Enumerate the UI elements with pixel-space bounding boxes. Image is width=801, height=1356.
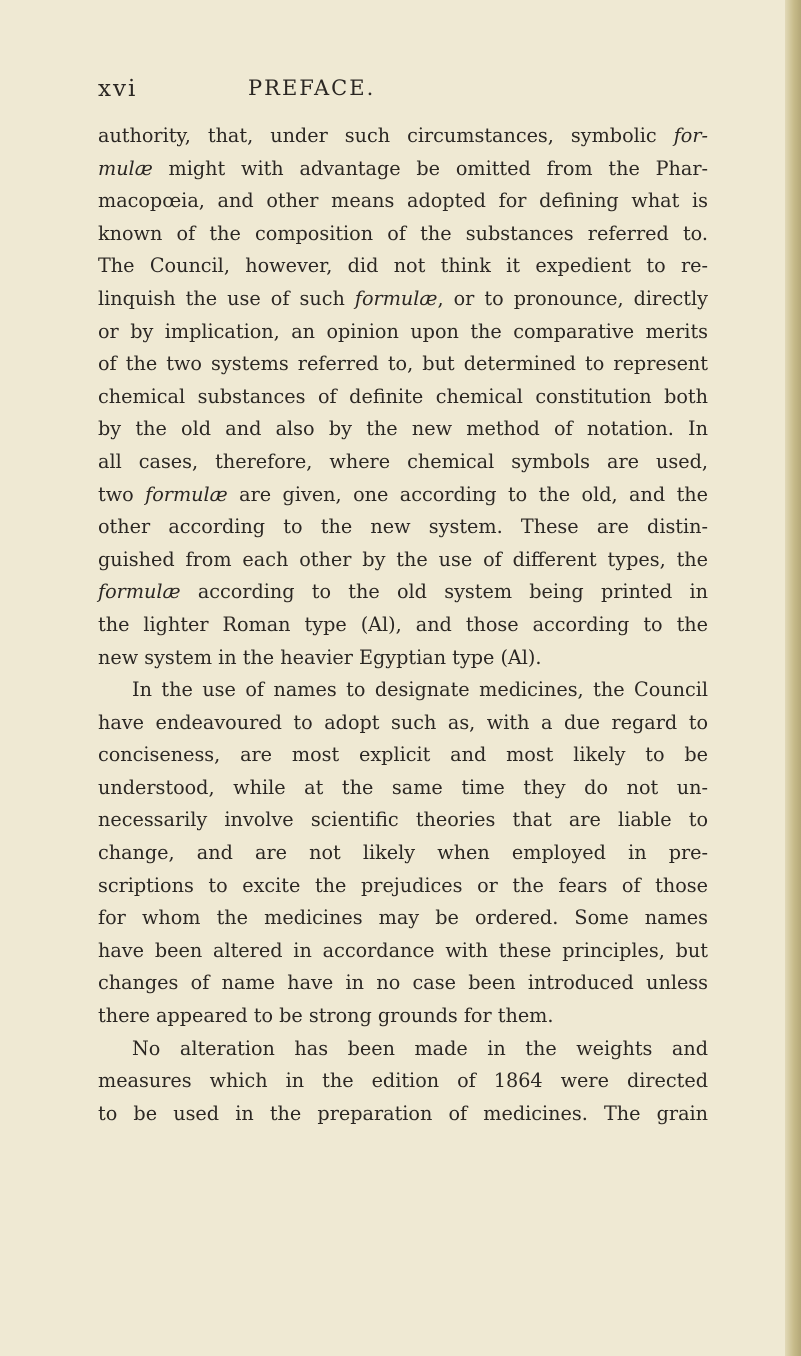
text-segment: all cases, therefore, where chemical symbols are used, [98,449,708,473]
text-line [98,967,708,1000]
text-line [98,772,708,805]
text-segment: authority, that, under such circumstances, symbolic [98,124,674,147]
text-segment: change, and are not likely when employed in pre- [98,841,708,865]
text-line [98,153,708,186]
text-line [98,642,708,675]
text-line [98,446,708,479]
text-line [98,316,708,349]
text-line [98,413,708,446]
text-segment: of the two systems referred to, but determined to represent [98,352,708,376]
page-header [98,76,718,106]
text-segment: known of the composition of the substances referred to. [98,221,708,245]
text-line [98,870,708,903]
text-segment: The Council, however, did not think it expedient to re- [98,254,708,278]
text-segment: might with advantage be omitted from the Phar- [152,156,708,180]
text-segment: other according to the new system. These are distin- [98,515,708,539]
text-line [98,120,708,153]
text-line [98,804,708,837]
text-segment: , or to pronounce, directly [437,286,708,310]
text-segment: to be used in the preparation of medicines. The grain [98,1101,708,1125]
text-segment: two [98,482,146,506]
text-line [98,935,708,968]
text-line [98,544,708,577]
text-segment: chemical substances of definite chemical constitution both [98,384,708,408]
text-segment: understood, while at the same time they do not un- [98,775,708,799]
text-segment: according to the old system being printed in [180,580,708,604]
text-line [98,1000,708,1033]
italic-term: mulæ [98,156,153,180]
text-line [98,1033,708,1066]
text-segment: guished from each other by the use of different types, the [98,547,708,571]
text-segment: there appeared to be strong grounds for them. [98,1004,554,1028]
text-segment: measures which in the edition of 1864 were directed [98,1069,708,1093]
text-segment: by the old and also by the new method of notation. In [98,417,708,441]
text-segment: No alteration has been made in the weights and [132,1036,708,1060]
text-segment: have endeavoured to adopt such as, with a due regard to [98,710,708,734]
italic-term: formulæ [145,482,228,506]
text-line [98,250,708,283]
text-segment: In the use of names to designate medicines, the Council [132,678,708,702]
text-segment: new system in the heavier Egyptian type (Al). [98,645,542,669]
text-line [98,185,708,218]
text-line [98,674,708,707]
text-segment: macopœia, and other means adopted for defining what is [98,189,708,213]
text-segment: the lighter Roman type (Al), and those according to the [98,612,708,636]
italic-term: formulæ [354,286,438,310]
text-line [98,1065,708,1098]
running-head: PREFACE. [248,76,376,100]
text-line [98,739,708,772]
text-segment: changes of name have in no case been introduced unless [98,971,708,995]
text-line [98,218,708,251]
body-text [98,120,708,1130]
text-segment: or by implication, an opinion upon the comparative merits [98,319,708,343]
text-segment: necessarily involve scientific theories that are liable to [98,808,708,832]
text-line [98,576,708,609]
text-segment: for whom the medicines may be ordered. Some names [98,906,708,930]
text-segment: are given, one according to the old, and the [227,482,708,506]
text-line [98,511,708,544]
page-number: xvi [98,76,138,102]
text-segment: conciseness, are most explicit and most likely to be [98,743,708,767]
text-line [98,707,708,740]
text-line [98,283,708,316]
text-line [98,609,708,642]
italic-term: for- [673,124,708,147]
text-line [98,1098,708,1131]
italic-term: formulæ [98,580,181,604]
text-line [98,902,708,935]
text-line [98,837,708,870]
text-line [98,381,708,414]
text-segment: scriptions to excite the prejudices or the fears of those [98,873,708,897]
text-line [98,479,708,512]
text-segment: have been altered in accordance with these principles, but [98,938,708,962]
page-edge-shadow [785,0,801,1356]
text-segment: linquish the use of such [98,286,355,310]
text-line [98,348,708,381]
